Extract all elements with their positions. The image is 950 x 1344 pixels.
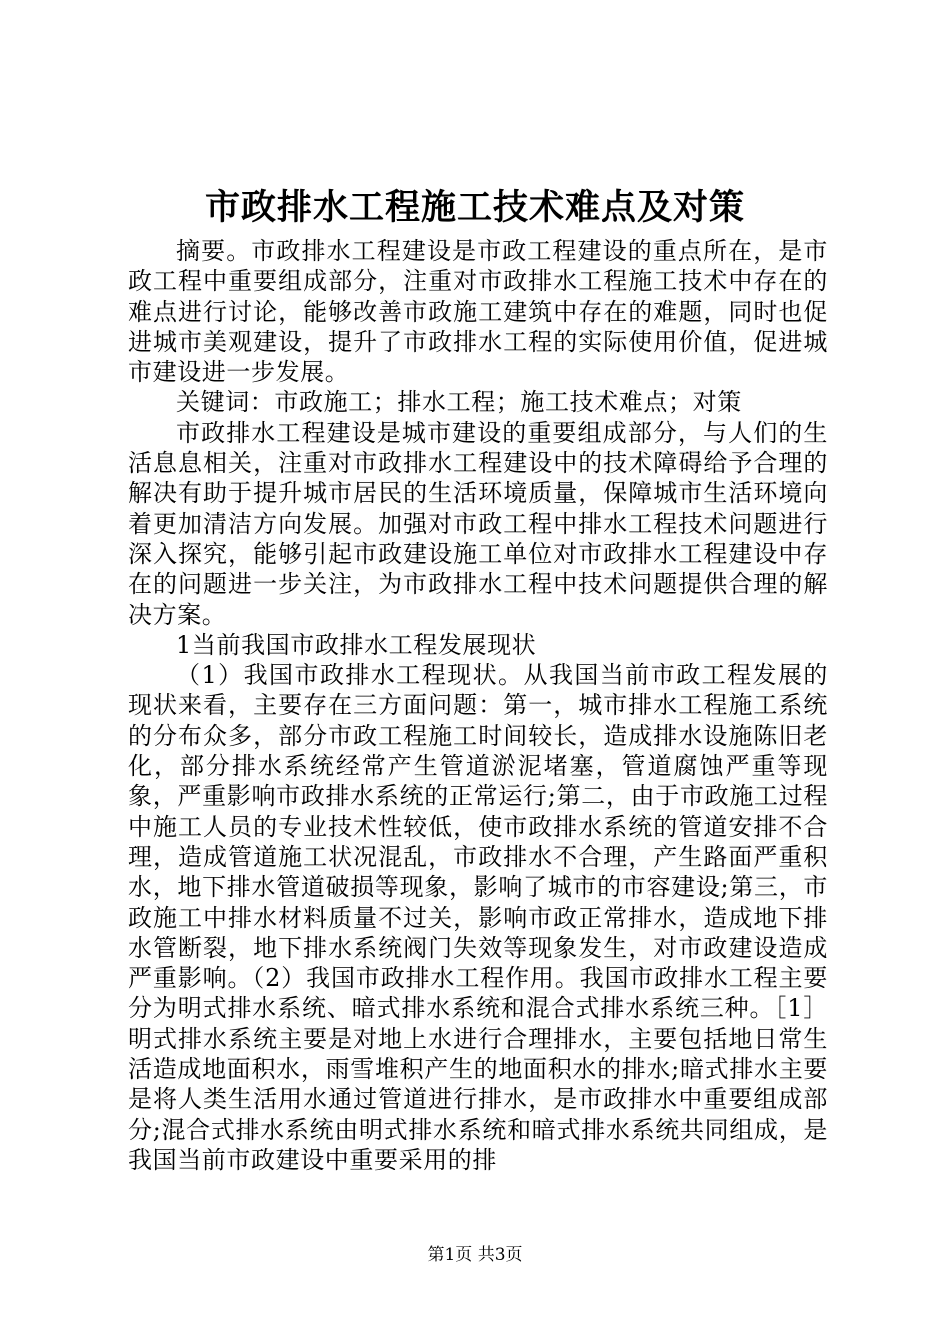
- status-paragraph: （1）我国市政排水工程现状。从我国当前市政工程发展的现状来看，主要存在三方面问题：第一，城市排水工程施工系统的分布众多，部分市政工程施工时间较长，造成排水设施陈旧老化，部分排水系统经常产生管道淤泥堵塞，管道腐蚀严重等现象，严重影响市政排水系统的正常运行;第二，由于市政施工过程中施工人员的专业技术性较低，使市政排水系统的管道安排不合理，造成管道施工状况混乱，市政排水不合理，产生路面严重积水，地下排水管道破损等现象，影响了城市的市容建设;第三，市政施工中排水材料质量不过关，影响市政正常排水，造成地下排水管断裂，地下排水系统阀门失效等现象发生，对市政建设造成严重影响。（2）我国市政排水工程作用。我国市政排水工程主要分为明式排水系统、暗式排水系统和混合式排水系统三种。［1］明式排水系统主要是对地上水进行合理排水，主要包括地日常生活造成地面积水，雨雪堆积产生的地面积水的排水;暗式排水主要是将人类生活用水通过管道进行排水，是市政排水中重要组成部分;混合式排水系统由明式排水系统和暗式排水系统共同组成，是我国当前市政建设中重要采用的排: [128, 661, 828, 1174]
- section-heading: 1当前我国市政排水工程发展现状: [176, 630, 537, 659]
- abstract-paragraph: 摘要。市政排水工程建设是市政工程建设的重点所在，是市政工程中重要组成部分，注重对市政排水工程施工技术中存在的难点进行讨论，能够改善市政施工建筑中存在的难题，同时也促进城市美观建设，提升了市政排水工程的实际使用价值，促进城市建设进一步发展。: [128, 237, 828, 387]
- document-body: [128, 236, 828, 1175]
- page-footer: 第1页 共3页: [427, 1245, 523, 1265]
- intro-paragraph: 市政排水工程建设是城市建设的重要组成部分，与人们的生活息息相关，注重对市政排水工程建设中的技术障碍给予合理的解决有助于提升城市居民的生活环境质量，保障城市生活环境向着更加清洁方向发展。加强对市政工程中排水工程技术问题进行深入探究，能够引起市政建设施工单位对市政排水工程建设中存在的问题进一步关注，为市政排水工程中技术问题提供合理的解决方案。: [128, 418, 828, 629]
- keywords-paragraph: 关键词：市政施工；排水工程；施工技术难点；对策: [176, 388, 742, 417]
- document-title: 市政排水工程施工技术难点及对策: [204, 187, 745, 228]
